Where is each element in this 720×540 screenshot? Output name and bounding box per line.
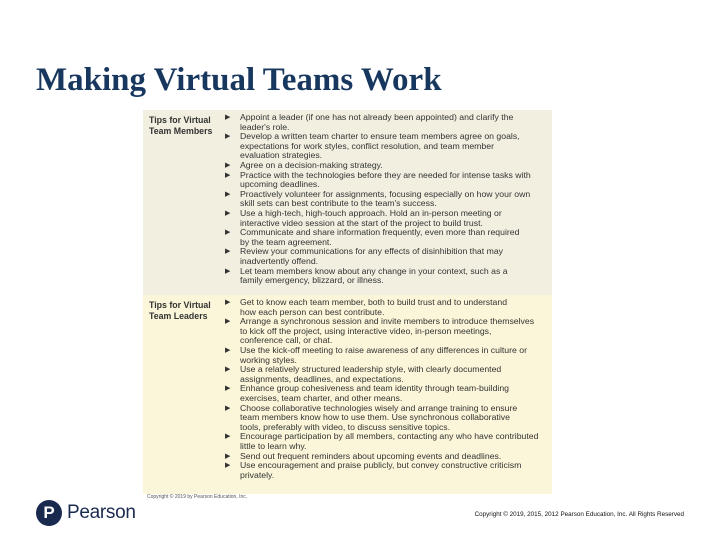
triangle-right-icon: ▶: [225, 318, 231, 326]
tip-item: [225, 346, 550, 365]
tip-item: [225, 247, 550, 266]
tip-text: Practice with the technologies before they are needed for intense tasks with upcoming deadlines.: [240, 169, 531, 190]
triangle-right-icon: ▶: [225, 133, 231, 141]
pearson-logo: [36, 500, 146, 528]
members-section: [143, 110, 552, 295]
triangle-right-icon: ▶: [225, 452, 231, 460]
tip-item: [225, 228, 550, 247]
triangle-right-icon: ▶: [225, 267, 231, 275]
triangle-right-icon: ▶: [225, 161, 231, 169]
tip-text: Agree on a decision-making strategy.: [240, 159, 383, 170]
triangle-right-icon: ▶: [225, 462, 231, 470]
leaders-section: [143, 295, 552, 494]
triangle-right-icon: ▶: [225, 299, 231, 306]
tip-text: Choose collaborative technologies wisely and arrange training to ensure team members know how to use them. Use synchronous collaborative tools, preferably with video, to discuss sensitive topics.: [240, 402, 518, 432]
tip-text: Send out frequent reminders about upcoming events and deadlines.: [240, 450, 502, 461]
triangle-right-icon: ▶: [225, 366, 231, 374]
triangle-right-icon: ▶: [225, 248, 231, 256]
triangle-right-icon: ▶: [225, 385, 231, 393]
triangle-right-icon: ▶: [225, 171, 231, 179]
tip-text: Appoint a leader (if one has not already been appointed) and clarify the leader's role.: [240, 112, 514, 132]
tip-text: Communicate and share information frequently, even more than required by the team agreement.: [240, 227, 520, 247]
tip-text: Use encouragement and praise publicly, but convey constructive criticism privately.: [240, 460, 522, 480]
tip-item: [225, 384, 550, 403]
tip-text: Proactively volunteer for assignments, focusing especially on how your own skill sets can best contribute to the team's success.: [240, 188, 531, 209]
triangle-right-icon: ▶: [225, 209, 231, 217]
triangle-right-icon: ▶: [225, 190, 231, 198]
pearson-logo-text: Pearson: [67, 502, 136, 523]
figure-copyright: Copyright © 2019 by Pearson Education, Inc.: [147, 494, 248, 500]
triangle-right-icon: ▶: [225, 114, 231, 121]
triangle-right-icon: ▶: [225, 346, 231, 354]
tip-item: [225, 209, 550, 228]
tip-item: [225, 365, 550, 384]
tip-text: Use a relatively structured leadership style, with clearly documented assignments, deadlines, and expectations.: [240, 364, 502, 384]
tip-item: [225, 171, 550, 190]
members-section-label: Tips for Virtual Team Members: [149, 115, 213, 136]
tip-text: Get to know each team member, both to build trust and to understand how each person can best contribute.: [240, 297, 508, 317]
tip-text: Review your communications for any effects of disinhibition that may inadvertently offend.: [240, 246, 504, 266]
tip-item: [225, 432, 550, 451]
tip-item: [225, 298, 550, 317]
tip-item: [225, 113, 550, 132]
tip-item: [225, 404, 550, 433]
tip-text: Develop a written team charter to ensure team members agree on goals, expectations for work styles, conflict resolution, and team member evaluation strategies.: [240, 131, 520, 161]
tips-figure: [143, 110, 552, 494]
members-tip-list: [225, 113, 550, 286]
slide-title: Making Virtual Teams Work: [36, 62, 442, 98]
tip-item: [225, 267, 550, 286]
tip-text: Use the kick-off meeting to raise awareness of any differences in culture or working styles.: [240, 344, 527, 365]
tip-text: Let team members know about any change in your context, such as a family emergency, blizzard, or illness.: [240, 265, 508, 286]
tip-text: Arrange a synchronous session and invite members to introduce themselves to kick off the project, using interactive video, in-person meetings, conference call, or chat.: [240, 316, 535, 346]
tip-item: [225, 317, 550, 346]
triangle-right-icon: ▶: [225, 433, 231, 441]
tip-item: [225, 190, 550, 209]
triangle-right-icon: ▶: [225, 229, 231, 237]
slide-copyright: Copyright © 2019, 2015, 2012 Pearson Education, Inc. All Rights Reserved: [474, 511, 684, 518]
pearson-logo-mark: P: [36, 500, 62, 526]
tip-text: Use a high-tech, high-touch approach. Hold an in-person meeting or interactive video session at the start of the project to build trust.: [240, 207, 502, 228]
tip-text: Enhance group cohesiveness and team identity through team-building exercises, team charter, and other means.: [240, 383, 510, 403]
triangle-right-icon: ▶: [225, 404, 231, 412]
leaders-section-label: Tips for Virtual Team Leaders: [149, 300, 211, 321]
leaders-tip-list: [225, 298, 550, 480]
tip-item: [225, 132, 550, 161]
tip-item: [225, 461, 550, 480]
tip-text: Encourage participation by all members, contacting any who have contributed little to learn why.: [240, 431, 539, 451]
